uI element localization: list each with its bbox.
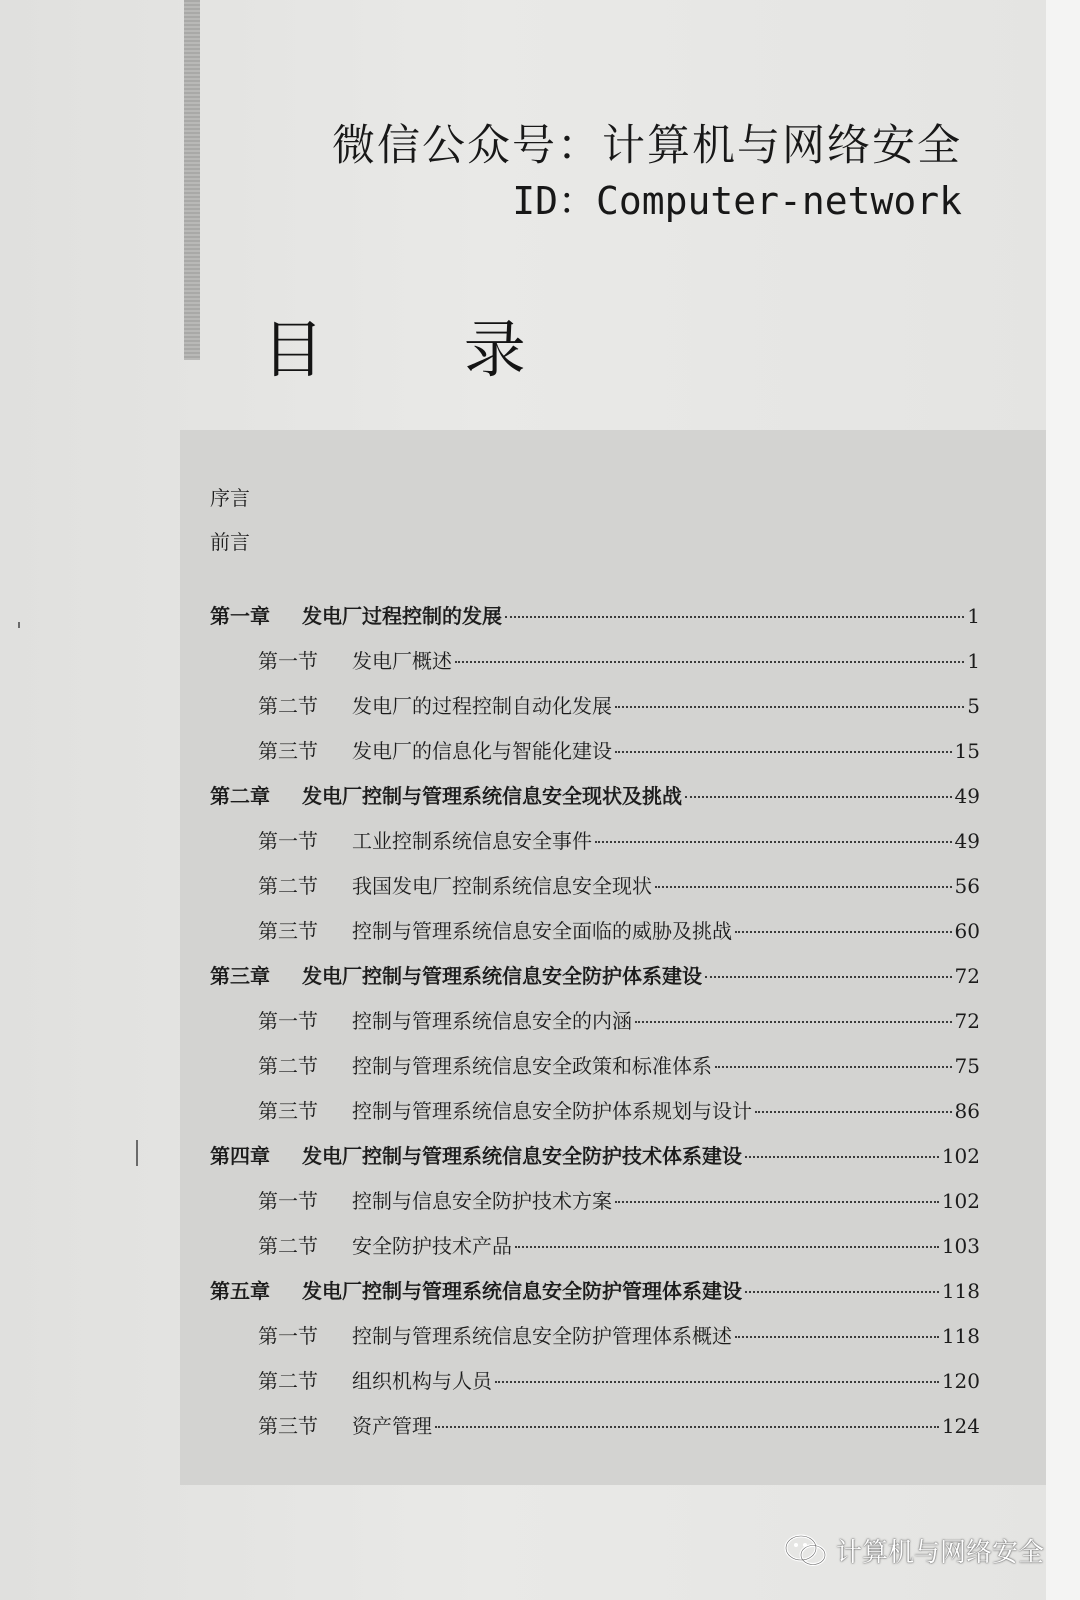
section-number: 第一节 [258,649,318,673]
toc-section-row [210,915,980,960]
dot-leader [715,1066,952,1068]
page-number: 72 [954,964,980,988]
chapter-title: 发电厂过程控制的发展 [302,604,502,628]
page-number: 118 [941,1279,980,1303]
page-number: 102 [941,1189,980,1213]
page-number: 49 [954,784,980,808]
dot-leader [615,751,952,753]
dot-leader [595,841,952,843]
page-number: 124 [941,1414,980,1438]
dot-leader [745,1291,939,1293]
page-number: 1 [967,604,980,628]
page-number: 102 [941,1144,980,1168]
toc-section-row [210,645,980,690]
dot-leader [745,1156,939,1158]
page-number: 120 [941,1369,980,1393]
page-number: 72 [954,1009,980,1033]
dot-leader [735,1336,939,1338]
toc-section-row [210,1185,980,1230]
watermark-text: 计算机与网络安全 [835,1538,1044,1568]
section-title: 控制与管理系统信息安全政策和标准体系 [352,1054,712,1078]
section-title: 发电厂的信息化与智能化建设 [352,739,612,763]
toc-section-row [210,1410,980,1455]
section-number: 第二节 [258,874,318,898]
dot-leader [655,886,952,888]
dot-leader [435,1426,939,1428]
page-number: 75 [954,1054,980,1078]
page-right-margin [1046,0,1080,1600]
dot-leader [685,796,952,798]
scan-speck [136,1140,138,1166]
dot-leader [495,1381,939,1383]
toc-chapter-row [210,780,980,825]
section-title: 控制与管理系统信息安全防护体系规划与设计 [352,1099,752,1123]
dot-leader [615,706,964,708]
toc-chapter-row [210,1140,980,1185]
dot-leader [455,661,964,663]
header-account-id: ID：Computer-network [512,179,962,223]
toc-section-row [210,1050,980,1095]
section-number: 第一节 [258,829,318,853]
toc-section-row [210,1320,980,1365]
toc-chapter-row [210,1275,980,1320]
section-title: 我国发电厂控制系统信息安全现状 [352,874,652,898]
watermark [784,1532,1044,1569]
page-number: 86 [954,1099,980,1123]
section-number: 第二节 [258,1054,318,1078]
dot-leader [615,1201,939,1203]
chapter-title: 发电厂控制与管理系统信息安全防护技术体系建设 [302,1144,742,1168]
page-number: 15 [954,739,980,763]
chapter-number: 第四章 [210,1144,270,1168]
toc-foreword: 前言 [210,530,250,554]
wechat-icon [784,1534,828,1568]
chapter-number: 第一章 [210,604,270,628]
dot-leader [515,1246,939,1248]
page-number: 49 [954,829,980,853]
section-title: 控制与管理系统信息安全的内涵 [352,1009,632,1033]
toc-section-row [210,870,980,915]
toc-title: 目 录 [262,313,586,386]
section-number: 第一节 [258,1009,318,1033]
toc-section-row [210,1230,980,1275]
section-number: 第一节 [258,1189,318,1213]
page-number: 1 [967,649,980,673]
section-number: 第三节 [258,1099,318,1123]
section-number: 第三节 [258,739,318,763]
toc-section-row [210,690,980,735]
page-number: 56 [954,874,980,898]
dot-leader [705,976,952,978]
section-title: 组织机构与人员 [352,1369,492,1393]
section-title: 控制与管理系统信息安全防护管理体系概述 [352,1324,732,1348]
chapter-title: 发电厂控制与管理系统信息安全防护体系建设 [302,964,702,988]
section-title: 控制与管理系统信息安全面临的威胁及挑战 [352,919,732,943]
scan-speck [18,622,20,628]
toc-chapter-row [210,960,980,1005]
page-number: 118 [941,1324,980,1348]
chapter-number: 第五章 [210,1279,270,1303]
page-number: 5 [967,694,980,718]
chapter-title: 发电厂控制与管理系统信息安全现状及挑战 [302,784,682,808]
section-number: 第二节 [258,1234,318,1258]
header-wechat-account: 微信公众号：计算机与网络安全 [332,121,962,171]
toc-section-row [210,825,980,870]
toc-chapter-row [210,600,980,645]
dot-leader [635,1021,952,1023]
section-title: 发电厂的过程控制自动化发展 [352,694,612,718]
section-number: 第三节 [258,1414,318,1438]
toc-section-row [210,1365,980,1410]
section-number: 第二节 [258,1369,318,1393]
chapter-number: 第三章 [210,964,270,988]
section-title: 发电厂概述 [352,649,452,673]
toc-preface: 序言 [210,486,250,510]
dot-leader [505,616,964,618]
dot-leader [755,1111,952,1113]
section-title: 安全防护技术产品 [352,1234,512,1258]
chapter-number: 第二章 [210,784,270,808]
toc-section-row [210,1005,980,1050]
chapter-title: 发电厂控制与管理系统信息安全防护管理体系建设 [302,1279,742,1303]
section-title: 工业控制系统信息安全事件 [352,829,592,853]
section-title: 控制与信息安全防护技术方案 [352,1189,612,1213]
dot-leader [735,931,952,933]
decorative-spine-bar [184,0,200,360]
section-number: 第三节 [258,919,318,943]
section-number: 第一节 [258,1324,318,1348]
page-number: 60 [954,919,980,943]
toc-list [210,600,980,1455]
section-number: 第二节 [258,694,318,718]
page-number: 103 [941,1234,980,1258]
toc-section-row [210,1095,980,1140]
section-title: 资产管理 [352,1414,432,1438]
toc-section-row [210,735,980,780]
